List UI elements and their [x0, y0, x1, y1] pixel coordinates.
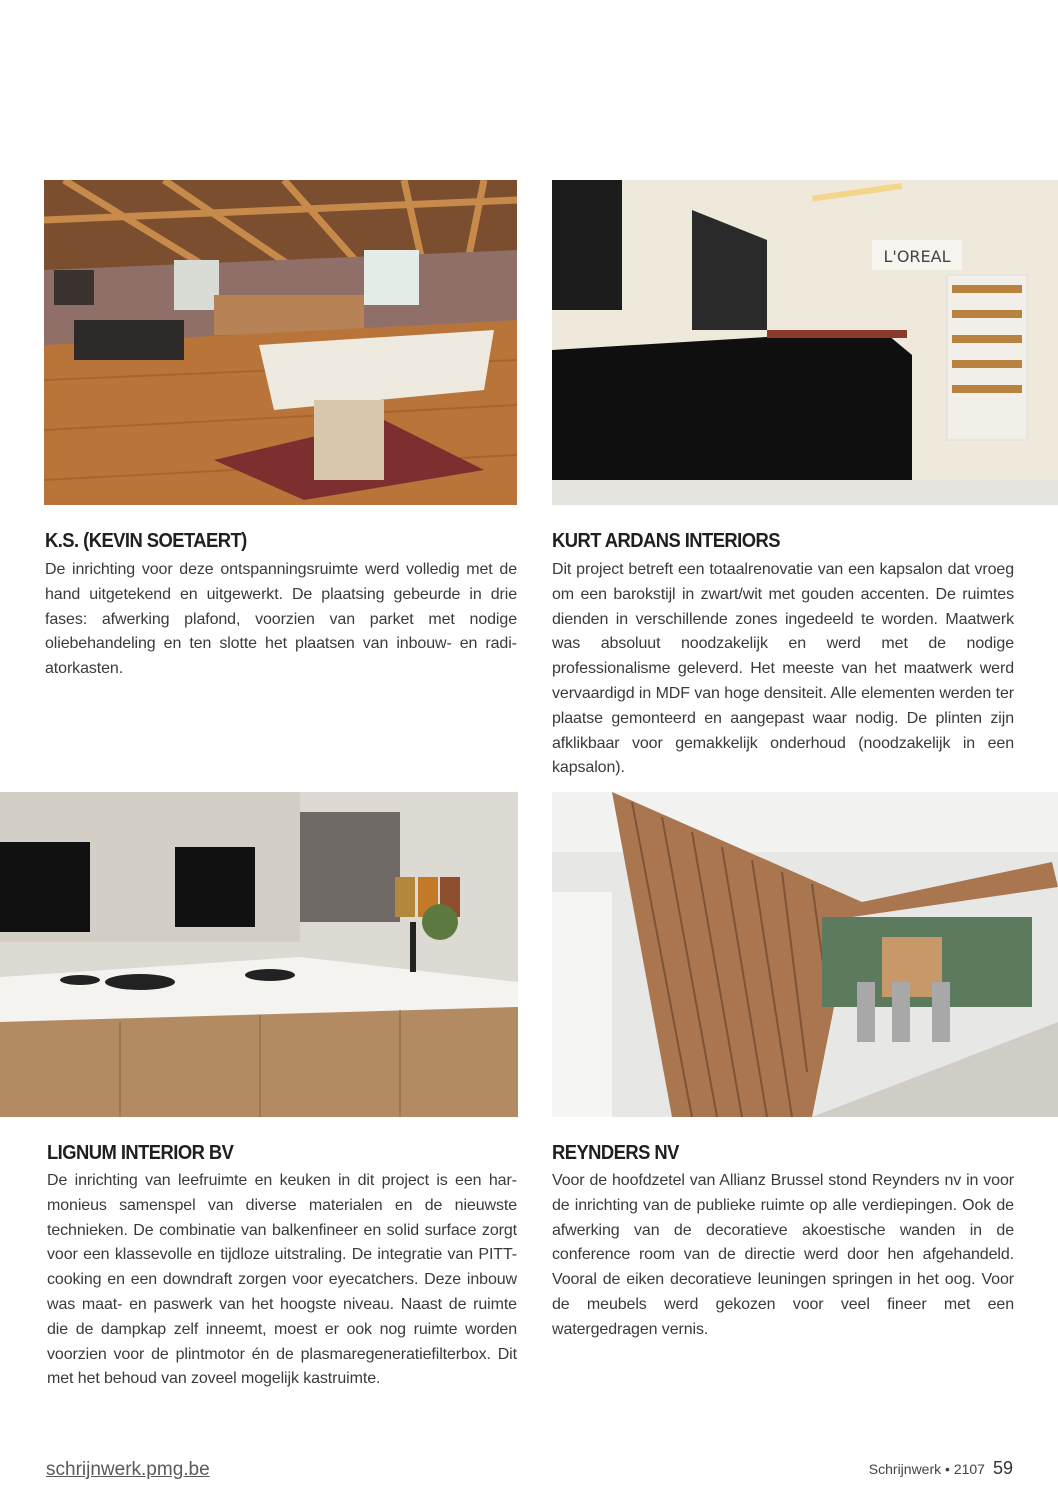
- photo-hair-salon: [552, 180, 1058, 505]
- heading-reynders-nv: REYNDERS NV: [552, 1142, 679, 1164]
- footer-page-number: 59: [992, 1458, 1013, 1478]
- heading-kurt-ardans: KURT ARDANS INTERIORS: [552, 530, 780, 552]
- footer-page-info: [869, 1458, 1013, 1479]
- heading-lignum-interior: LIGNUM INTERIOR BV: [47, 1142, 234, 1164]
- text-kurt-ardans: Dit project betreft een totaalrenovatie van een kapsalon dat vroeg om een barokstijl in zwart/wit met gouden accenten. De ruimtes dienden in verschillende zones ingedeeld te worden. Maatwerk was absoluut noodzakelijk en werd met de nodige professionalisme geleverd. Het meeste van het maatwerk werd vervaardigd in MDF van hoge densiteit. Alle elementen werden ter plaatse gemonteerd en aangepast waar nodig. De plinten zijn afklikbaar voor gemakkelijk onderhoud (noodzakelijk in een kapsalon).: [552, 561, 1014, 777]
- photo-loft-interior: [44, 180, 517, 505]
- photo-lobby: [552, 792, 1058, 1117]
- photo-kitchen: [0, 792, 518, 1117]
- salon-sign: L'OREAL: [883, 247, 951, 266]
- footer-website-link[interactable]: schrijnwerk.pmg.be: [46, 1459, 210, 1480]
- heading-kevin-soetaert: K.S. (KEVIN SOETAERT): [45, 530, 247, 552]
- text-lignum-interior: De inrichting van leefruimte en keuken in dit project is een harmonieus samenspel van diverse materialen en de nieuwste technieken. De combinatie van balkenfineer en solid surface zorgt voor een klassevolle en tijdloze uitstraling. De integratie van PITT-cooking en een downdraft zorgen voor eyecatchers. Deze inbouw was maat- en paswerk van het hoogste niveau. Naast de ruimte die de dampkap zelf inneemt, moest er ook nog ruimte worden voorzien voor de plintmotor én de plasmaregeneratiefilterbox. Dit met het behoud van zoveel mogelijk kastruimte.: [47, 1172, 517, 1388]
- footer-magazine-issue: Schrijnwerk • 2107: [868, 1461, 985, 1477]
- text-reynders-nv: Voor de hoofdzetel van Allianz Brussel stond Reynders nv in voor de inrichting van de publieke ruimte op alle verdiepingen. Ook de afwerking van de decoratieve akoestische wanden in de conference room van de directie werd door hen afgehandeld. Vooral de eiken decoratieve leuningen springen in het oog. Voor de meubels werd gekozen voor veel fineer met een watergedragen vernis.: [552, 1172, 1014, 1338]
- text-kevin-soetaert: De inrichting voor deze ontspanningsruimte werd volledig met de hand uitgetekend en uitgewerkt. De plaatsing gebeurde in drie fases: afwerking plafond, voorzien van parket met nodige oliebehandeling en ten slotte het plaatsen van inbouw- en radiatorkasten.: [45, 561, 517, 678]
